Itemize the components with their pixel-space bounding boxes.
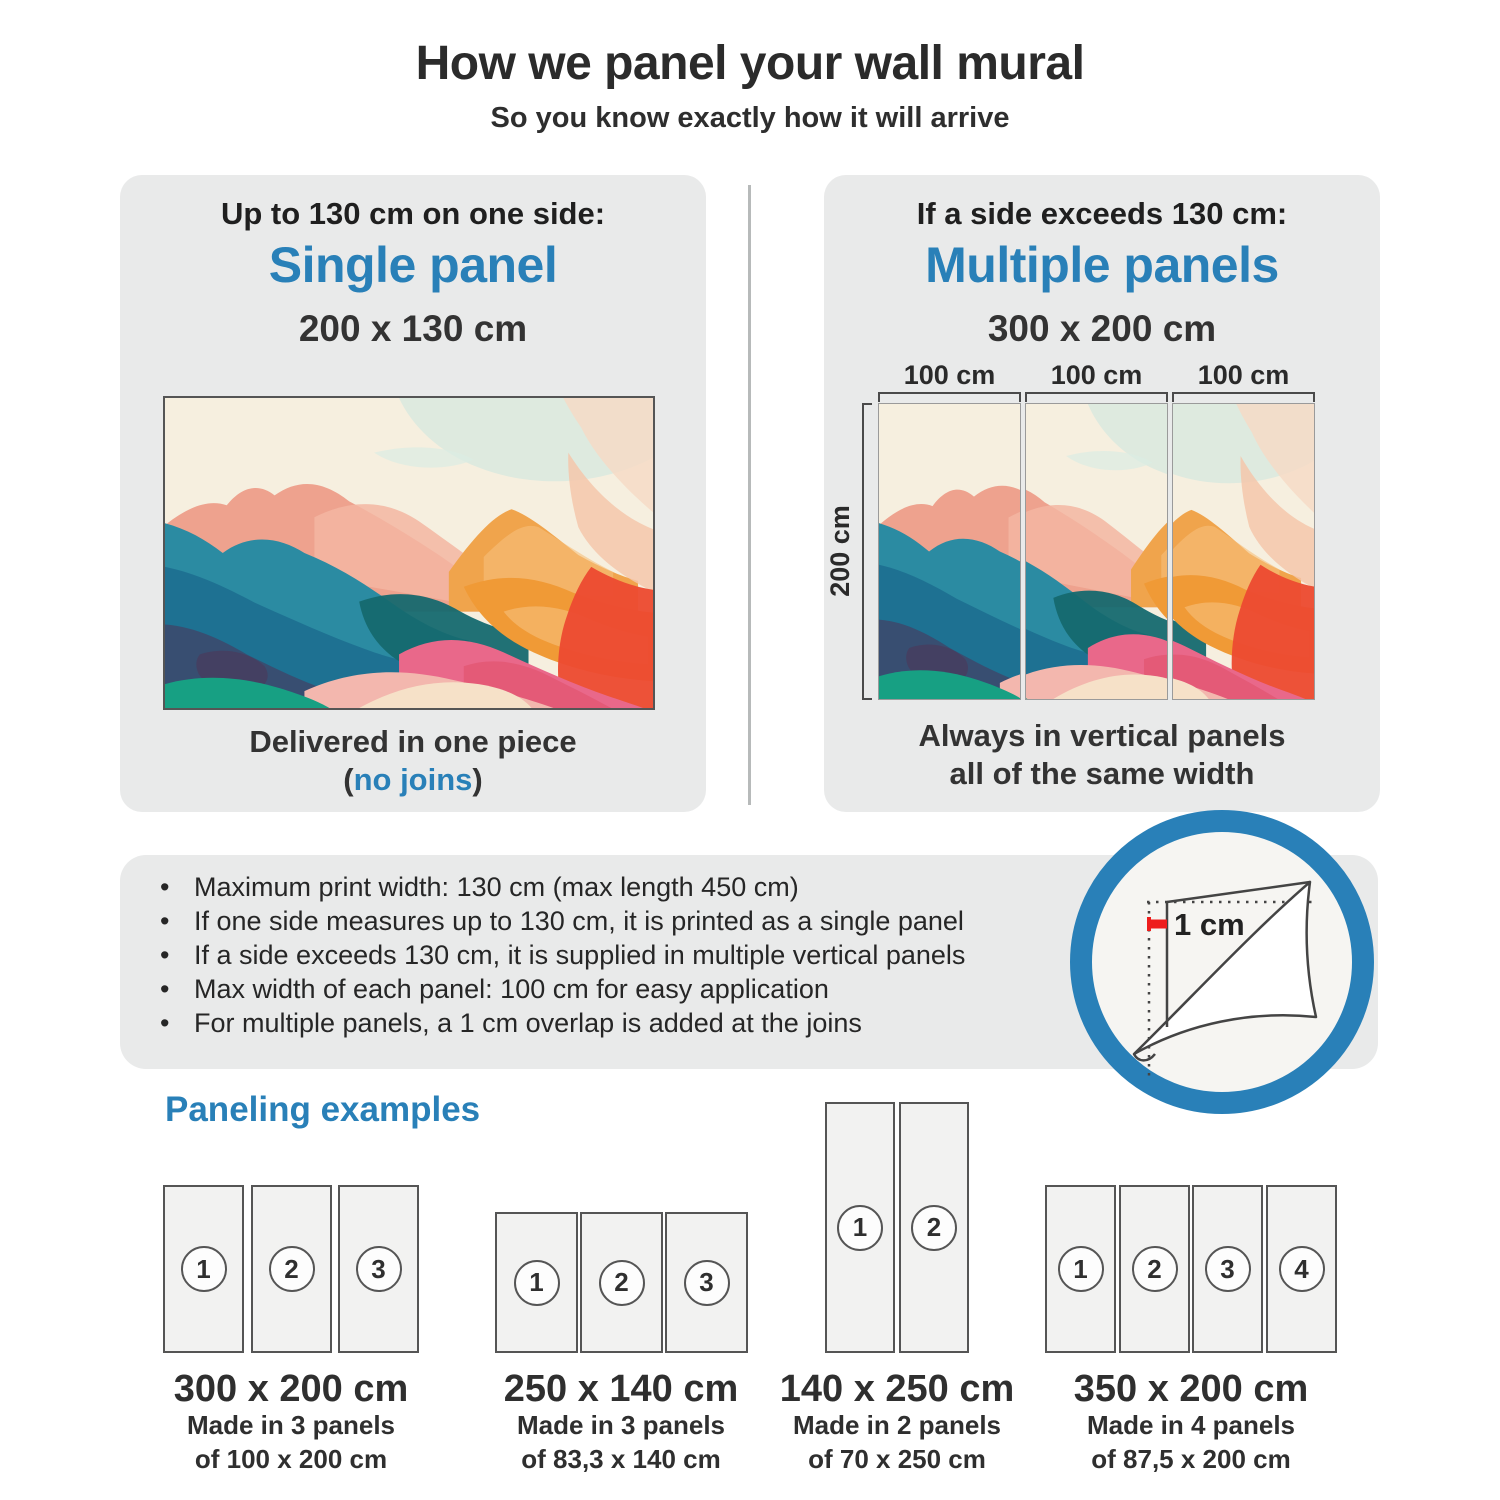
overlap-badge xyxy=(1070,810,1374,1114)
bullet-text: Maximum print width: 130 cm (max length 450 cm) xyxy=(194,872,799,902)
example4-panel-size: of 87,5 x 200 cm xyxy=(1091,1444,1291,1474)
single-panel-heading: Single panel xyxy=(268,237,558,293)
bullet-text: If a side exceeds 130 cm, it is supplied in multiple vertical panels xyxy=(194,940,966,970)
bullet-dot: • xyxy=(160,940,170,970)
example4-made: Made in 4 panels xyxy=(1086,1410,1296,1440)
example1-panel-1 xyxy=(163,1185,244,1353)
panel-number-badge: 3 xyxy=(1205,1246,1251,1292)
single-panel-no-joins-line xyxy=(120,762,706,798)
width-label-3: 100 cm xyxy=(1197,360,1290,390)
single-panel-condition: Up to 130 cm on one side: xyxy=(220,196,606,231)
bullet-dot: • xyxy=(160,974,170,1004)
multiple-panels-heading: Multiple panels xyxy=(925,237,1279,293)
example2-made: Made in 3 panels xyxy=(516,1410,726,1440)
panel-number-badge: 3 xyxy=(356,1246,402,1292)
example3-size: 140 x 250 cm xyxy=(779,1368,1015,1410)
example3-panel-1 xyxy=(825,1102,895,1353)
single-panel-mural-image xyxy=(163,396,655,710)
height-bracket xyxy=(862,403,872,700)
width-bracket-3 xyxy=(1172,392,1315,402)
bullet-dot: • xyxy=(160,1008,170,1038)
multiple-panels-note-line2: all of the same width xyxy=(949,756,1255,791)
paren-close: ) xyxy=(472,762,483,797)
example1-panel-3 xyxy=(338,1185,419,1353)
example1-panel-size: of 100 x 200 cm xyxy=(194,1444,388,1474)
paren-open: ( xyxy=(343,762,354,797)
example1-made: Made in 3 panels xyxy=(186,1410,396,1440)
width-bracket-2 xyxy=(1025,392,1168,402)
example2-panel-3 xyxy=(665,1212,748,1353)
example4-panel-3 xyxy=(1192,1185,1263,1353)
example4-size: 350 x 200 cm xyxy=(1073,1368,1309,1410)
example3-panel-2 xyxy=(899,1102,969,1353)
card-divider xyxy=(748,185,751,805)
page-title: How we panel your wall mural xyxy=(415,37,1085,90)
overlap-label: 1 cm xyxy=(1174,907,1245,942)
mural-panel-3 xyxy=(1172,403,1315,700)
example3-panel-size: of 70 x 250 cm xyxy=(808,1444,986,1474)
bullet-text: For multiple panels, a 1 cm overlap is added at the joins xyxy=(194,1008,862,1038)
examples-heading: Paneling examples xyxy=(165,1090,481,1129)
bullet-item xyxy=(160,976,1100,1003)
panel-number-badge: 1 xyxy=(1058,1246,1104,1292)
example2-panel-2 xyxy=(580,1212,663,1353)
bullet-dot: • xyxy=(160,906,170,936)
mural-panel-1 xyxy=(878,403,1021,700)
multiple-panels-size: 300 x 200 cm xyxy=(987,308,1217,349)
panel-number-badge: 2 xyxy=(269,1246,315,1292)
bullet-text: If one side measures up to 130 cm, it is printed as a single panel xyxy=(194,906,964,936)
example2-panel-1 xyxy=(495,1212,578,1353)
panel-number-badge: 2 xyxy=(1132,1246,1178,1292)
page-subtitle: So you know exactly how it will arrive xyxy=(490,102,1010,134)
panel-number-badge: 1 xyxy=(181,1246,227,1292)
paper-curl-icon xyxy=(1092,832,1352,1092)
panel-number-badge: 4 xyxy=(1279,1246,1325,1292)
bullet-dot: • xyxy=(160,872,170,902)
example4-panel-2 xyxy=(1119,1185,1190,1353)
bullet-item xyxy=(160,1010,1100,1037)
bullet-item xyxy=(160,874,1100,901)
example2-panel-size: of 83,3 x 140 cm xyxy=(521,1444,721,1474)
panel-number-badge: 1 xyxy=(837,1205,883,1251)
example2-size: 250 x 140 cm xyxy=(503,1368,739,1410)
multiple-panels-note-line1: Always in vertical panels xyxy=(918,718,1286,753)
width-label-2: 100 cm xyxy=(1050,360,1143,390)
height-label: 200 cm xyxy=(825,505,855,597)
panel-number-badge: 1 xyxy=(514,1260,560,1306)
example4-panel-1 xyxy=(1045,1185,1116,1353)
example3-made: Made in 2 panels xyxy=(792,1410,1002,1440)
bullet-item xyxy=(160,908,1100,935)
info-bullet-list xyxy=(160,874,1100,1037)
multiple-panels-condition: If a side exceeds 130 cm: xyxy=(916,196,1288,231)
example1-panel-2 xyxy=(251,1185,332,1353)
example4-panel-4 xyxy=(1266,1185,1337,1353)
single-panel-size: 200 x 130 cm xyxy=(298,308,528,349)
width-bracket-1 xyxy=(878,392,1021,402)
mural-panel-2 xyxy=(1025,403,1168,700)
panel-number-badge: 3 xyxy=(684,1260,730,1306)
bullet-text: Max width of each panel: 100 cm for easy application xyxy=(194,974,829,1004)
no-joins-text: no joins xyxy=(353,762,473,797)
single-panel-delivery-note: Delivered in one piece xyxy=(249,724,577,759)
width-label-1: 100 cm xyxy=(903,360,996,390)
panel-number-badge: 2 xyxy=(599,1260,645,1306)
panel-number-badge: 2 xyxy=(911,1205,957,1251)
bullet-item xyxy=(160,942,1100,969)
example1-size: 300 x 200 cm xyxy=(173,1368,409,1410)
